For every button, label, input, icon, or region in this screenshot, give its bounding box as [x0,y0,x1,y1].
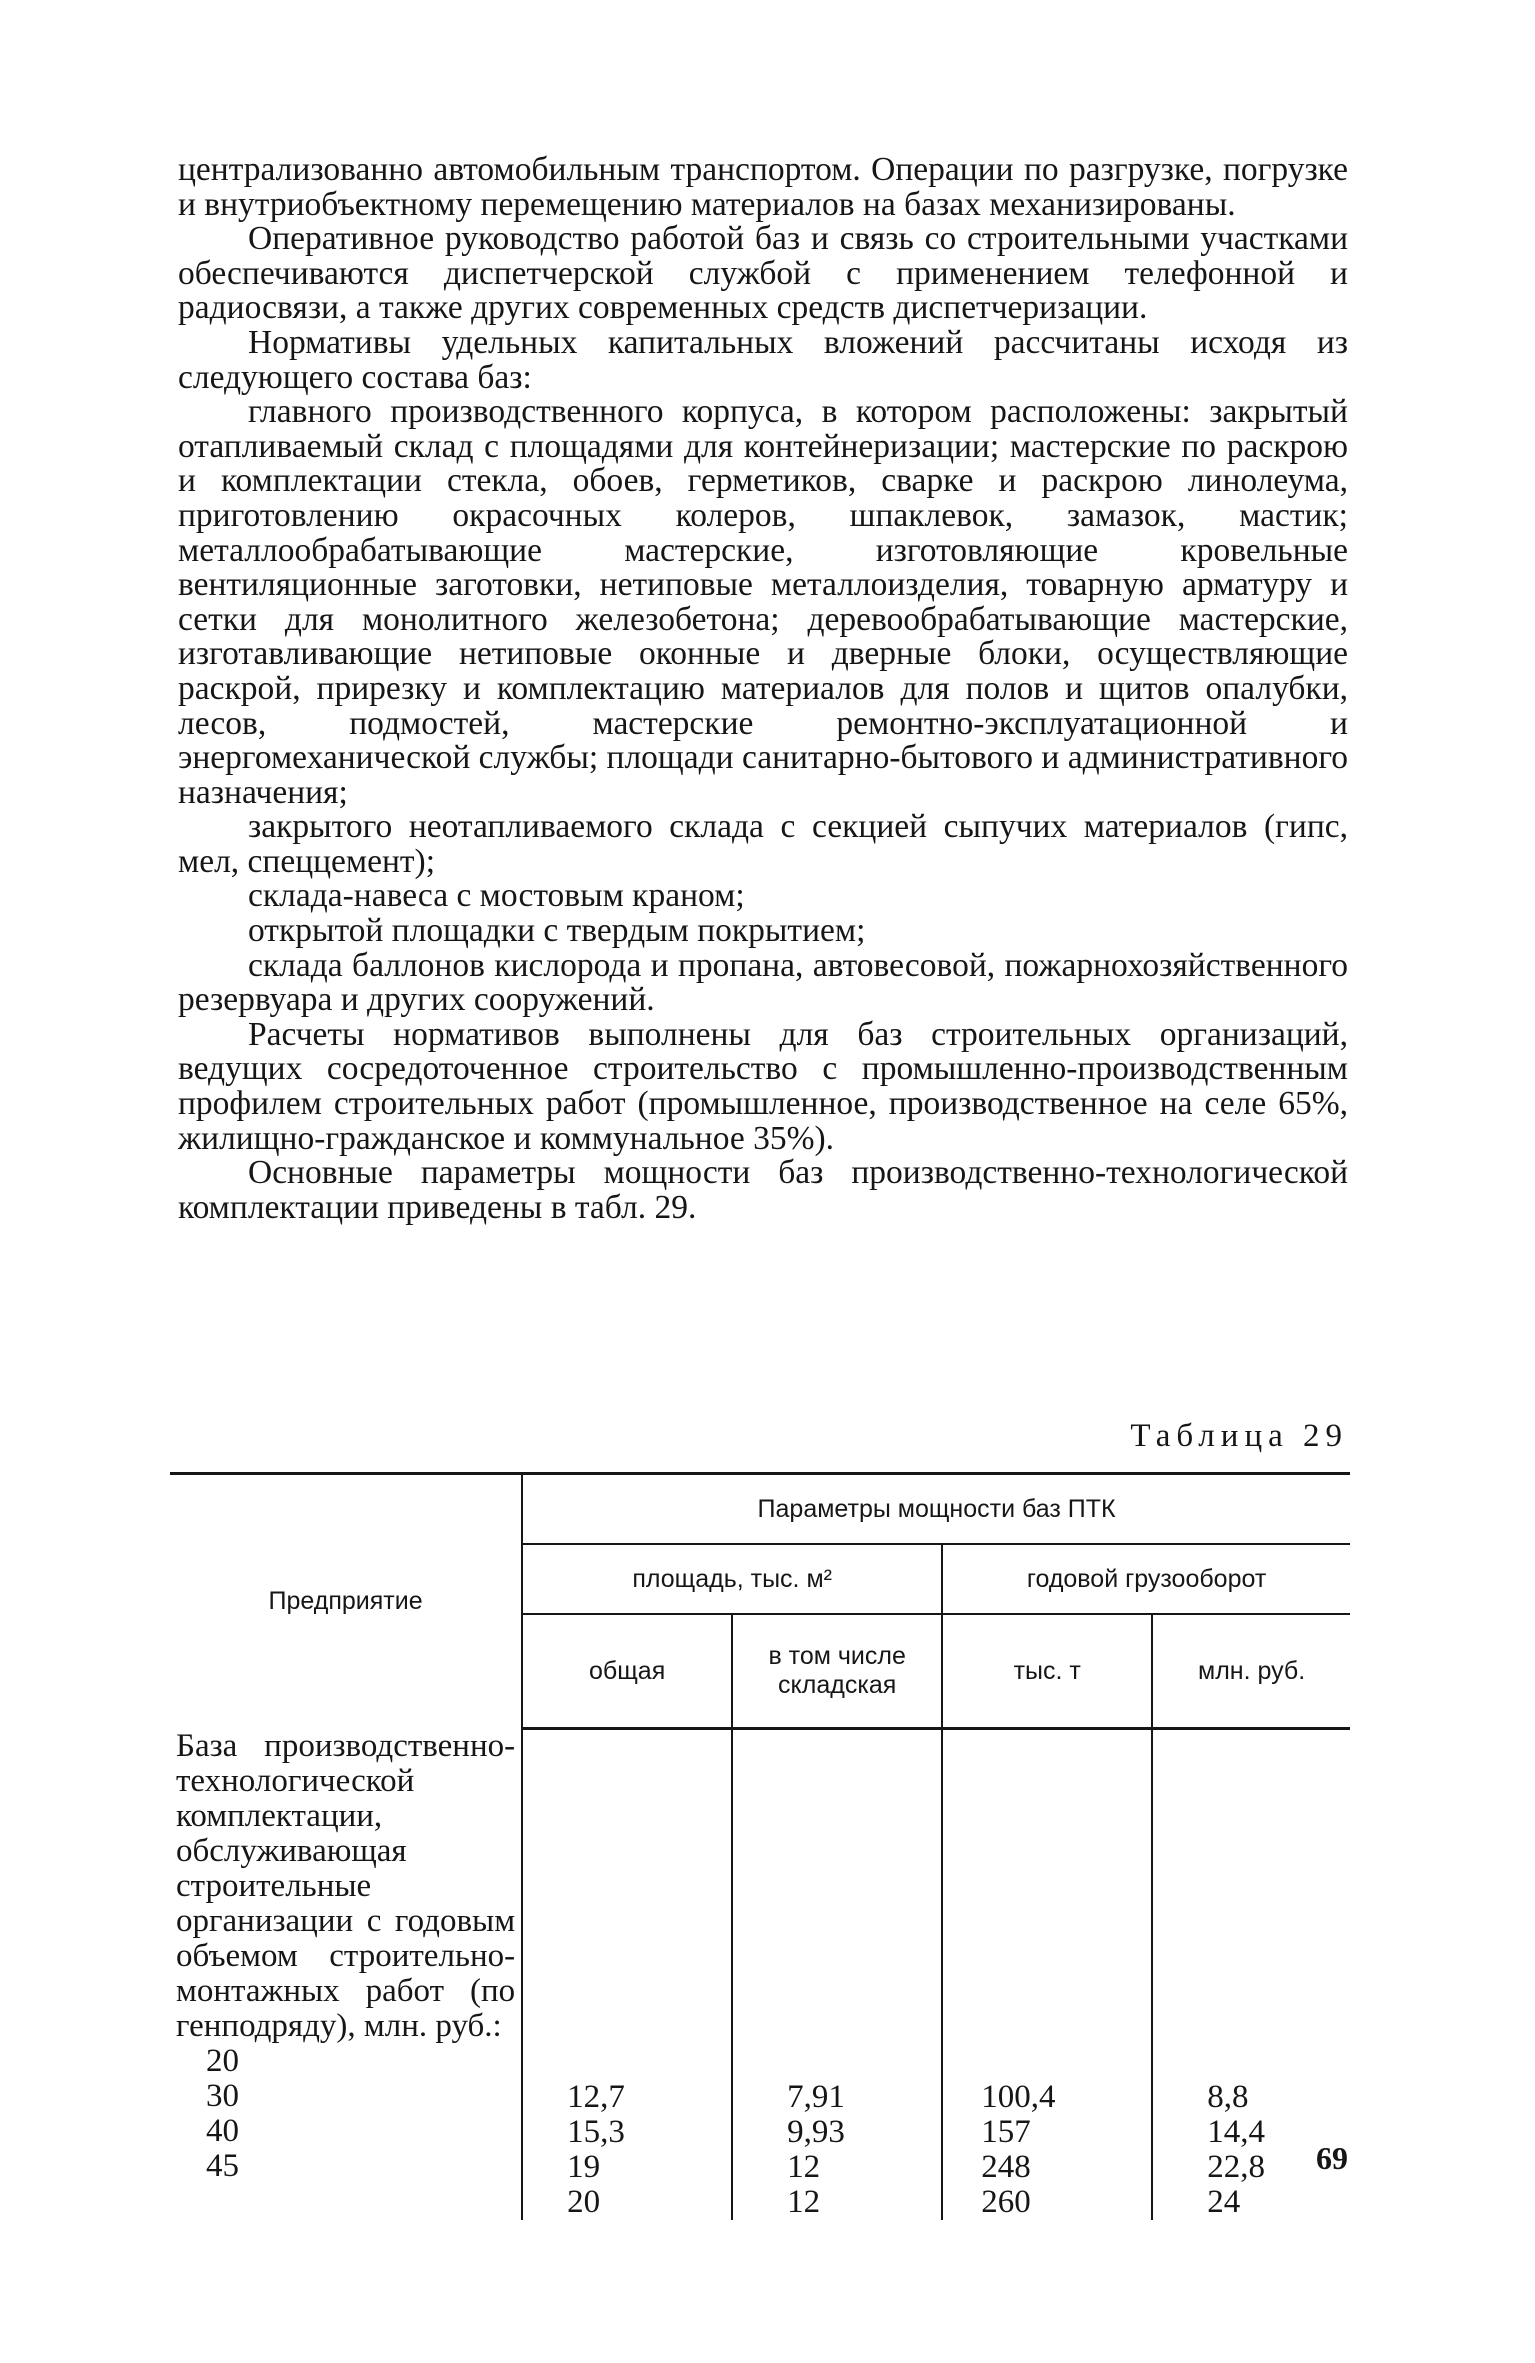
list-item-cylinder-warehouse: склада баллонов кислорода и пропана, автовесовой, пожарнохозяйственного резервуара и других сооружений. [178,946,1348,1019]
paragraph-norms: Нормативы удельных капитальных вложений рассчитаны исходя из следующего состава баз: [178,323,1348,396]
area-storage-value: 12 [787,2149,821,2185]
turnover-t-value: 100,4 [981,2079,1056,2115]
list-item-closed-warehouse: закрытого неотапливаемого склада с секцией сыпучих материалов (гипс, мел, спеццемент); [178,808,1348,880]
turnover-t-value: 248 [981,2149,1031,2185]
header-turnover-rub: млн. руб. [1152,1614,1350,1729]
capacity-table [170,1472,1350,2220]
paragraph-calculations: Расчеты нормативов выполнены для баз строительных организаций, ведущих сосредоточенное строительство с промышленно-производственным профилем строительных работ (промышленное, производственное на селе 65%, жилищно-гражданское и коммунальное 35%). [178,1015,1348,1157]
area-total-value: 15,3 [567,2114,625,2150]
paragraph-dispatch: Оперативное руководство работой баз и связь со строительными участками обеспечиваются диспетчерской службой с применением телефонной и радиосвязи, а также других современных средств диспетчеризации. [178,220,1348,327]
table-caption: Таблица 29 [1130,1418,1348,1454]
turnover-rub-value: 14,4 [1207,2114,1265,2150]
volume-value: 40 [206,2112,239,2149]
volume-value: 45 [206,2147,239,2184]
area-total-value: 19 [567,2149,601,2185]
list-item-shed-warehouse: склада-навеса с мостовым краном; [248,877,745,915]
volume-value: 20 [206,2042,239,2079]
page-number: 69 [1316,2140,1348,2176]
turnover-t-value: 157 [981,2114,1031,2150]
header-enterprise: Предприятие [170,1474,522,1729]
row-description: База производственно-технологической комплектации, обслуживающая строительные организации с годовым объемом строительно-монтажных работ (по генподряду), млн. руб.: [176,1727,516,2044]
area-total-value: 20 [567,2184,601,2220]
area-total-value: 12,7 [567,2079,625,2115]
area-storage-value: 12 [787,2184,821,2220]
header-area-total: общая [522,1614,732,1729]
list-item-main-building: главного производственного корпуса, в котором расположены: закрытый отапливаемый склад с площадями для контейнеризации; мастерские по раскрою и комплектации стекла, обоев, герметиков, сварке и раскрою линолеума, приготовлению окрасочных колеров, шпаклевок, замазок, мастик; металлообрабатывающие мастерские, изготовляющие кровельные вентиляционные заготовки, нетиповые металлоизделия, товарную арматуру и сетки для монолитного железобетона; деревообрабатывающие мастерские, изготавливающие нетиповые оконные и дверные блоки, осуществляющие раскрой, прирезку и комплектацию материалов для полов и щитов опалубки, лесов, подмостей, мастерские ремонтно-эксплуатационной и энергомеханической службы; площади санитарно-бытового и административного назначения; [178,393,1348,811]
table-row [170,1729,1350,2221]
turnover-t-value: 260 [981,2184,1031,2220]
volume-value: 30 [206,2077,239,2114]
turnover-t-cell [942,1729,1152,2221]
row-description-cell [170,1729,522,2221]
header-turnover: годовой грузооборот [942,1544,1350,1614]
header-area-storage: в том числе складская [732,1614,942,1729]
capacity-table-container [170,1472,1350,2220]
header-turnover-t: тыс. т [942,1614,1152,1729]
turnover-rub-value: 22,8 [1207,2149,1265,2185]
paragraph-continuation: централизованно автомобильным транспортом. Операции по разгрузке, погрузке и внутриобъектному перемещению материалов на базах механизированы. [178,151,1348,223]
body-text [178,153,1348,1225]
header-params: Параметры мощности баз ПТК [522,1474,1350,1545]
paragraph-table-reference: Основные параметры мощности баз производственно-технологической комплектации приведены в табл. 29. [178,1154,1348,1226]
turnover-rub-value: 8,8 [1207,2079,1249,2115]
turnover-rub-value: 24 [1207,2184,1241,2220]
header-area: площадь, тыс. м² [522,1544,942,1614]
area-storage-value: 9,93 [787,2114,845,2150]
area-storage-cell [732,1729,942,2221]
area-total-cell [522,1729,732,2221]
list-item-open-site: открытой площадки с твердым покрытием; [248,912,866,950]
area-storage-value: 7,91 [787,2079,845,2115]
